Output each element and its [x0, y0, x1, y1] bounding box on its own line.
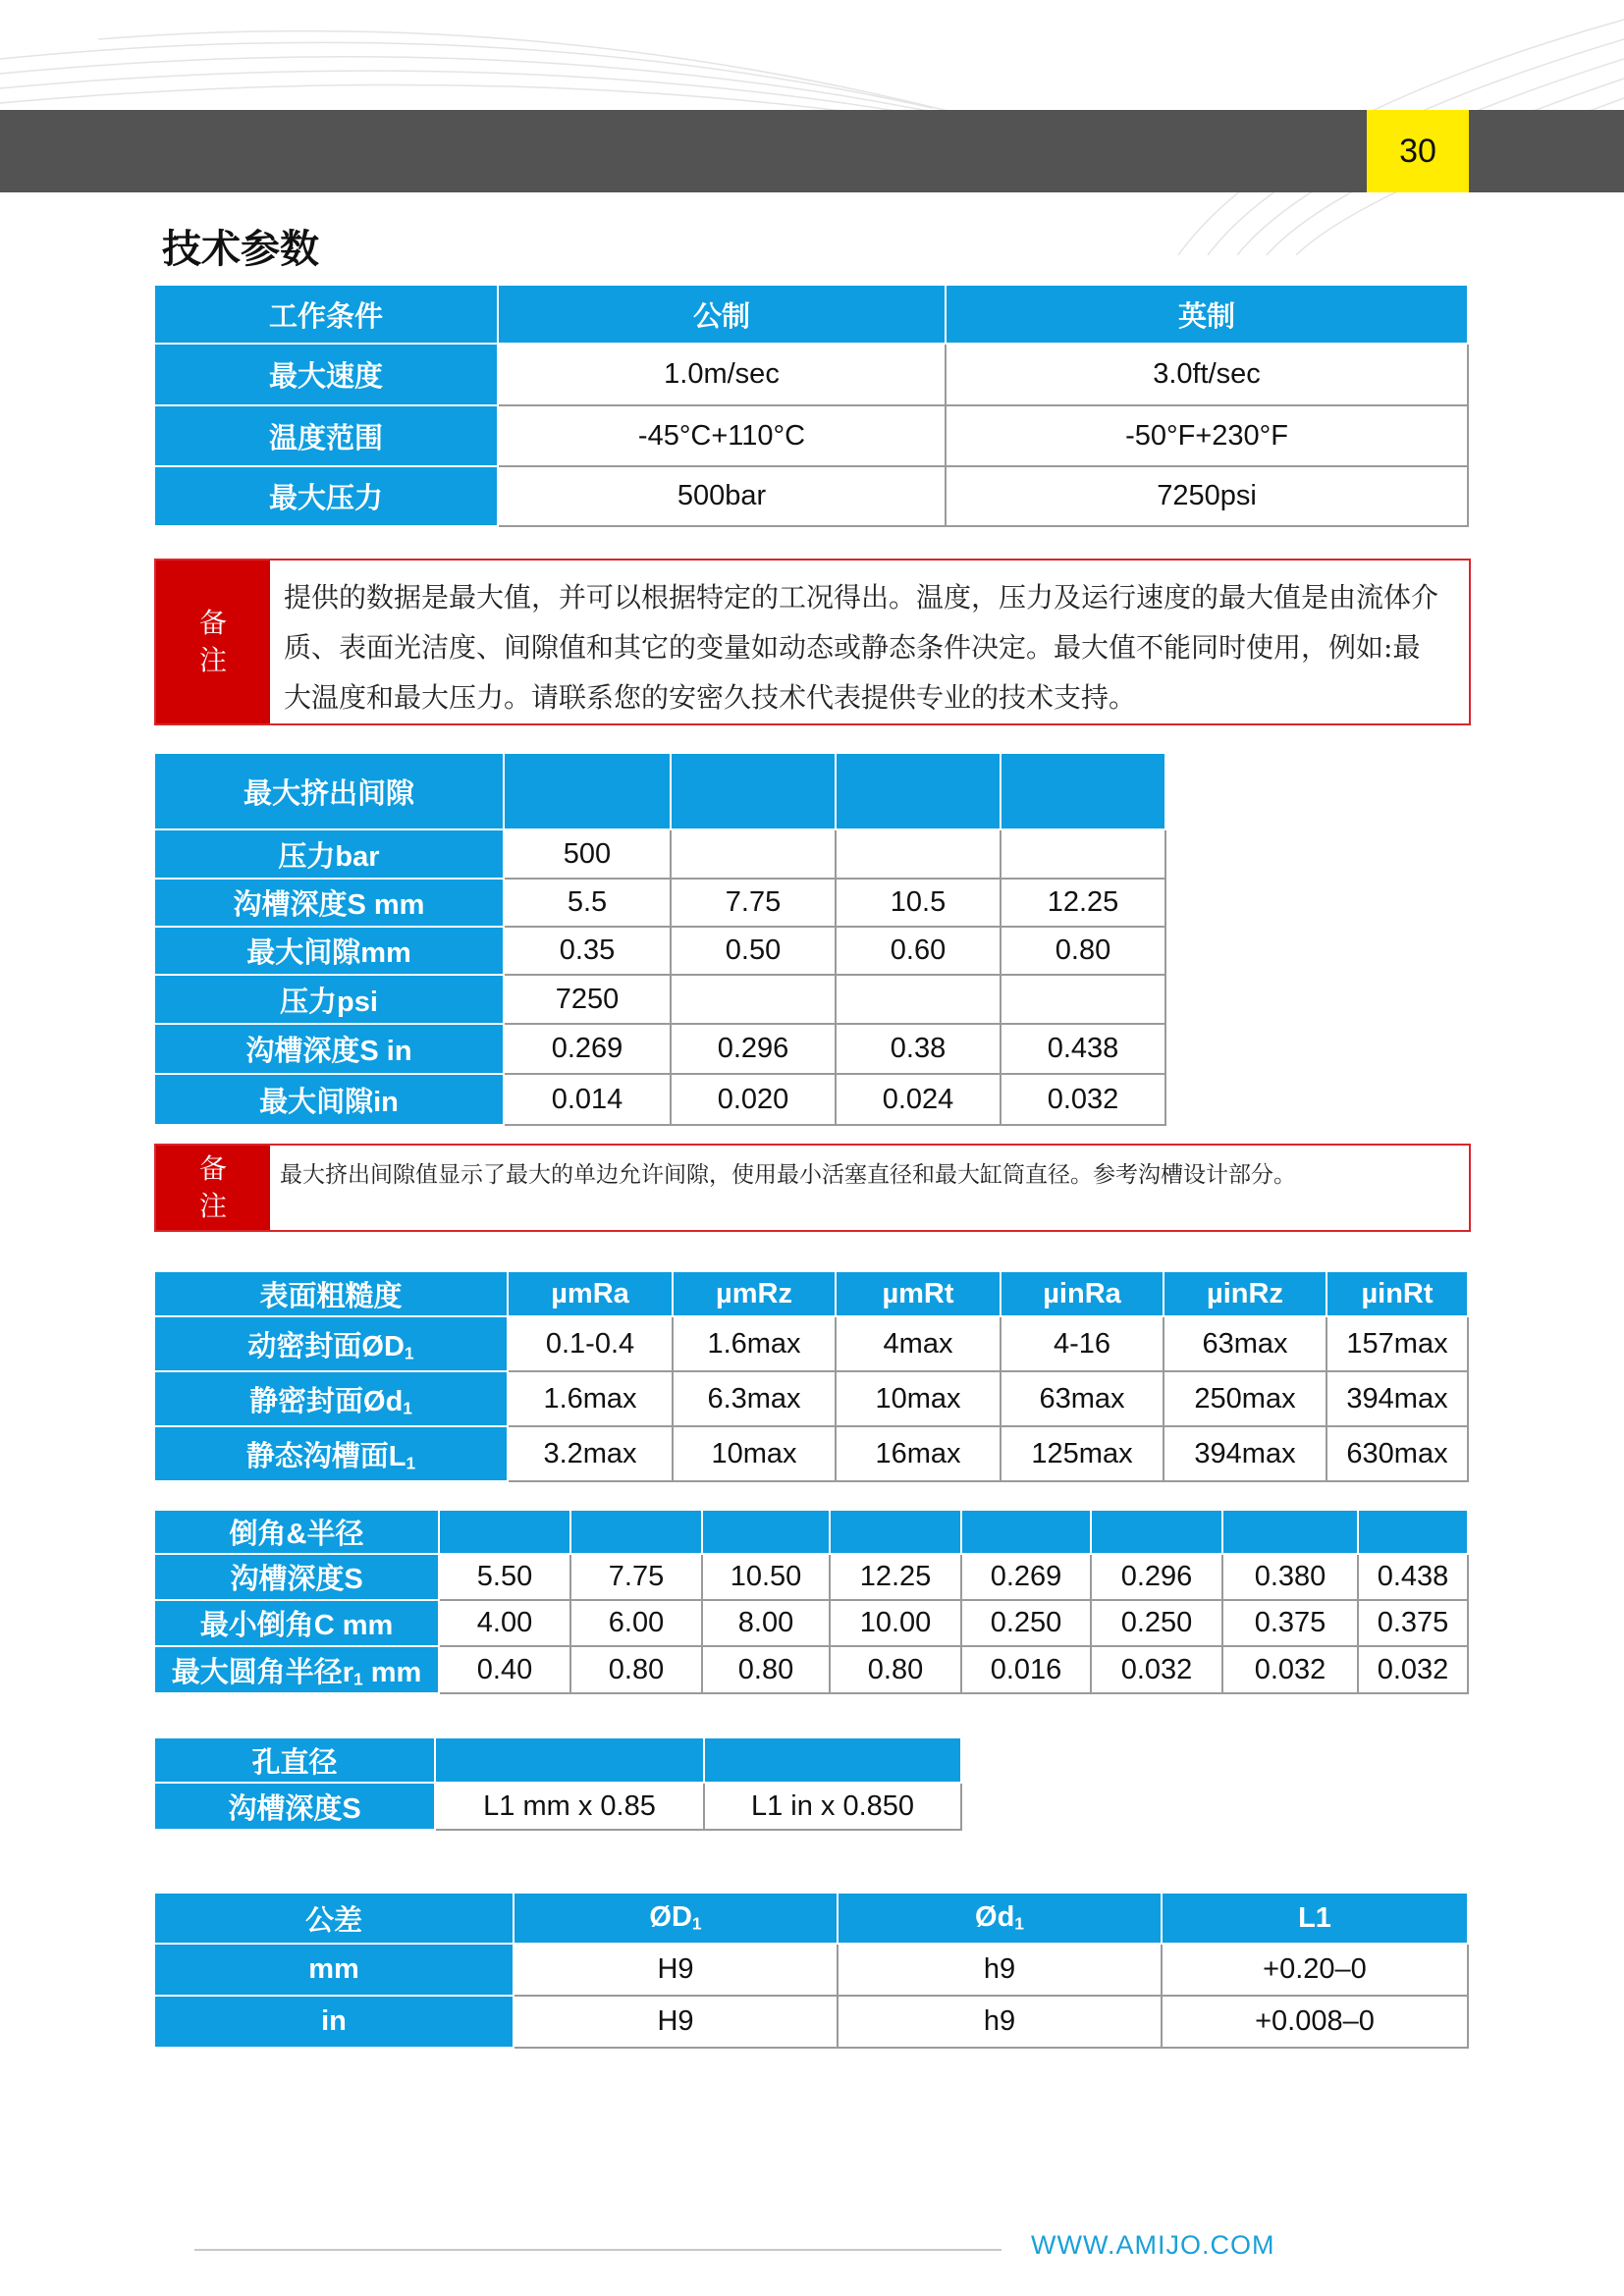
row-label-text: 静态沟槽面L [245, 1440, 406, 1472]
table-cell: +0.008–0 [1163, 1997, 1469, 2049]
header-cell: µinRt [1327, 1272, 1469, 1317]
note-text: 最大挤出间隙值显示了最大的单边允许间隙，使用最小活塞直径和最大缸筒直径。参考沟槽设计部分。 [280, 1162, 1296, 1188]
row-label-suffix: mm [362, 1656, 422, 1688]
table-cell: 4max [837, 1317, 1001, 1372]
note-label-char: 备 [198, 1152, 227, 1185]
note-label [156, 1146, 270, 1230]
table-cell: 0.032 [1359, 1647, 1469, 1694]
table-cell: 1.0m/sec [499, 345, 947, 406]
note-box [154, 1144, 1471, 1232]
extrusion-gap-table [155, 754, 1166, 1126]
table-cell: L1 in x 0.850 [705, 1784, 962, 1831]
table-cell: 0.269 [962, 1555, 1092, 1601]
row-label [155, 1372, 509, 1427]
row-label: 温度范围 [155, 406, 499, 467]
table-cell: 63max [1164, 1317, 1327, 1372]
table-cell: 125max [1001, 1427, 1164, 1482]
table-cell: 4.00 [440, 1601, 571, 1647]
table-cell: 1.6max [674, 1317, 837, 1372]
table-cell: 0.438 [1001, 1025, 1166, 1075]
table-cell: L1 mm x 0.85 [436, 1784, 705, 1831]
table-cell: 4-16 [1001, 1317, 1164, 1372]
row-label: 沟槽深度S [155, 1555, 440, 1601]
header-subscript: 1 [1014, 1913, 1024, 1934]
table-cell [440, 1511, 571, 1555]
table-cell [1223, 1511, 1359, 1555]
table-cell: 12.25 [1001, 880, 1166, 928]
table-cell [1359, 1511, 1469, 1555]
conditions-header-cell: 工作条件 [155, 286, 499, 345]
section-title: 技术参数 [162, 227, 319, 272]
table-cell: 10.5 [837, 880, 1001, 928]
table-cell: h9 [839, 1997, 1163, 2049]
table-cell: -45°C+110°C [499, 406, 947, 467]
header-cell: µmRt [837, 1272, 1001, 1317]
row-label: 最大速度 [155, 345, 499, 406]
table-cell: 10max [674, 1427, 837, 1482]
chamfer-radius-table [155, 1511, 1469, 1694]
table-cell [436, 1738, 705, 1784]
table-cell: 7.75 [571, 1555, 703, 1601]
table-row [155, 467, 1469, 527]
table-row [155, 928, 1166, 976]
table-cell: 7250 [505, 976, 672, 1025]
table-cell [837, 754, 1001, 830]
table-row [155, 976, 1166, 1025]
header-text: ØD [649, 1901, 692, 1934]
table-row [155, 1784, 962, 1831]
row-label-subscript: 1 [352, 1668, 363, 1688]
table-cell: 394max [1327, 1372, 1469, 1427]
footer-url: WWW.AMIJO.COM [1031, 2230, 1275, 2260]
table-cell: H9 [514, 1997, 839, 2049]
conditions-header-cell: 英制 [947, 286, 1469, 345]
row-label [155, 1427, 509, 1482]
footer-divider [194, 2249, 1001, 2251]
row-label: mm [155, 1945, 514, 1997]
bore-title: 孔直径 [155, 1738, 436, 1784]
note-text: 提供的数据是最大值，并可以根据特定的工况得出。温度，压力及运行速度的最大值是由流体介质、表面光洁度、间隙值和其它的变量如动态或静态条件决定。最大值不能同时使用，例如:最大温度和最大压力。请联系您的安密久技术代表提供专业的技术支持。 [284, 581, 1439, 714]
header-cell: 表面粗糙度 [155, 1272, 509, 1317]
table-row [155, 1647, 1469, 1694]
table-cell: 630max [1327, 1427, 1469, 1482]
row-label-text: 最大圆角半径r [171, 1656, 353, 1688]
header-cell [1163, 1894, 1469, 1945]
table-cell: 0.438 [1359, 1555, 1469, 1601]
table-cell: 1.6max [509, 1372, 674, 1427]
note-box [154, 559, 1471, 725]
table-cell [672, 976, 837, 1025]
row-label: 最小倒角C mm [155, 1601, 440, 1647]
table-cell: 0.296 [672, 1025, 837, 1075]
row-label: 压力psi [155, 976, 505, 1025]
table-cell: 0.80 [1001, 928, 1166, 976]
row-label-text: 静密封面Ød [249, 1385, 404, 1417]
surface-roughness-table [155, 1272, 1469, 1482]
table-cell: 8.00 [703, 1601, 831, 1647]
row-label: 压力bar [155, 830, 505, 880]
table-row [155, 1025, 1166, 1075]
table-row [155, 880, 1166, 928]
table-cell: 0.80 [571, 1647, 703, 1694]
table-cell: +0.20–0 [1163, 1945, 1469, 1997]
table-cell [1001, 976, 1166, 1025]
table-cell [1001, 830, 1166, 880]
table-row [155, 406, 1469, 467]
table-cell: 0.250 [962, 1601, 1092, 1647]
table-cell: 3.0ft/sec [947, 345, 1469, 406]
conditions-header-cell: 公制 [499, 286, 947, 345]
table-cell: 0.40 [440, 1647, 571, 1694]
table-cell: 0.024 [837, 1075, 1001, 1126]
table-cell: 500bar [499, 467, 947, 527]
row-label: in [155, 1997, 514, 2049]
table-cell: 0.296 [1092, 1555, 1223, 1601]
table-cell: h9 [839, 1945, 1163, 1997]
table-cell: 6.00 [571, 1601, 703, 1647]
table-cell: 0.50 [672, 928, 837, 976]
table-cell: 10.50 [703, 1555, 831, 1601]
header-cell: µmRa [509, 1272, 674, 1317]
table-row [155, 345, 1469, 406]
row-label: 沟槽深度S in [155, 1025, 505, 1075]
row-label-subscript: 1 [406, 1452, 416, 1472]
row-label: 最大压力 [155, 467, 499, 527]
row-label-text: 动密封面ØD [247, 1330, 405, 1362]
row-label: 沟槽深度S mm [155, 880, 505, 928]
row-label: 沟槽深度S [155, 1784, 436, 1831]
table-cell [672, 830, 837, 880]
bore-diameter-table [155, 1738, 962, 1831]
page-number: 30 [1399, 132, 1436, 170]
conditions-header-row [155, 286, 1469, 345]
header-cell: µinRz [1164, 1272, 1327, 1317]
tolerance-header-row [155, 1894, 1469, 1945]
table-cell [962, 1511, 1092, 1555]
row-label: 最大间隙mm [155, 928, 505, 976]
table-cell [1001, 754, 1166, 830]
header-subscript: 1 [691, 1913, 702, 1934]
table-cell: H9 [514, 1945, 839, 1997]
table-cell: 0.016 [962, 1647, 1092, 1694]
table-cell: 0.1-0.4 [509, 1317, 674, 1372]
table-row [155, 1997, 1469, 2049]
table-cell: 10.00 [831, 1601, 962, 1647]
table-cell: 0.014 [505, 1075, 672, 1126]
note-label-char: 注 [198, 1190, 227, 1222]
row-label-subscript: 1 [404, 1342, 414, 1362]
table-cell [571, 1511, 703, 1555]
table-cell: 500 [505, 830, 672, 880]
table-cell [705, 1738, 962, 1784]
header-text: Ød [975, 1901, 1015, 1934]
header-text: 公差 [304, 1904, 362, 1937]
row-label-subscript: 1 [403, 1397, 412, 1417]
header-cell [514, 1894, 839, 1945]
table-cell [505, 754, 672, 830]
roughness-header-row [155, 1272, 1469, 1317]
table-cell: 0.375 [1223, 1601, 1359, 1647]
table-row [155, 1075, 1166, 1126]
table-row [155, 1372, 1469, 1427]
conditions-table [155, 286, 1469, 527]
table-cell: 0.80 [703, 1647, 831, 1694]
table-cell: 5.5 [505, 880, 672, 928]
table-cell: 0.60 [837, 928, 1001, 976]
table-cell: 5.50 [440, 1555, 571, 1601]
table-cell: 394max [1164, 1427, 1327, 1482]
table-cell [831, 1511, 962, 1555]
header-cell: µmRz [674, 1272, 837, 1317]
table-row [155, 1555, 1469, 1601]
table-cell [1092, 1511, 1223, 1555]
table-cell: 0.032 [1092, 1647, 1223, 1694]
table-row [155, 1945, 1469, 1997]
row-label [155, 1647, 440, 1694]
table-cell: 0.375 [1359, 1601, 1469, 1647]
header-cell [839, 1894, 1163, 1945]
table-cell: 63max [1001, 1372, 1164, 1427]
table-cell: 157max [1327, 1317, 1469, 1372]
table-cell: 0.80 [831, 1647, 962, 1694]
table-cell: 10max [837, 1372, 1001, 1427]
table-cell: 7.75 [672, 880, 837, 928]
table-cell: 0.380 [1223, 1555, 1359, 1601]
table-cell: -50°F+230°F [947, 406, 1469, 467]
table-cell: 250max [1164, 1372, 1327, 1427]
table-cell: 0.38 [837, 1025, 1001, 1075]
tolerance-table [155, 1894, 1469, 2049]
page-number-badge [1367, 110, 1469, 192]
note-label [156, 561, 270, 723]
table-cell: 0.032 [1223, 1647, 1359, 1694]
table-cell [703, 1511, 831, 1555]
table-cell [672, 754, 837, 830]
table-cell: 0.35 [505, 928, 672, 976]
table-cell [837, 976, 1001, 1025]
table-row [155, 1601, 1469, 1647]
table-cell [837, 830, 1001, 880]
note-label-char: 注 [198, 644, 227, 676]
extrusion-header-row [155, 754, 1166, 830]
table-cell: 12.25 [831, 1555, 962, 1601]
table-cell: 0.020 [672, 1075, 837, 1126]
table-cell: 0.269 [505, 1025, 672, 1075]
note-label-char: 备 [198, 607, 227, 639]
header-cell: µinRa [1001, 1272, 1164, 1317]
bore-header-row [155, 1738, 962, 1784]
header-text: L1 [1298, 1901, 1331, 1934]
chamfer-header-row [155, 1511, 1469, 1555]
table-row [155, 1317, 1469, 1372]
table-cell: 16max [837, 1427, 1001, 1482]
table-row [155, 830, 1166, 880]
table-cell: 7250psi [947, 467, 1469, 527]
chamfer-title: 倒角&半径 [155, 1511, 440, 1555]
table-cell: 3.2max [509, 1427, 674, 1482]
header-cell [155, 1894, 514, 1945]
table-row [155, 1427, 1469, 1482]
table-cell: 0.250 [1092, 1601, 1223, 1647]
table-cell: 6.3max [674, 1372, 837, 1427]
row-label: 最大间隙in [155, 1075, 505, 1126]
table-cell: 0.032 [1001, 1075, 1166, 1126]
row-label [155, 1317, 509, 1372]
extrusion-title: 最大挤出间隙 [155, 754, 505, 830]
